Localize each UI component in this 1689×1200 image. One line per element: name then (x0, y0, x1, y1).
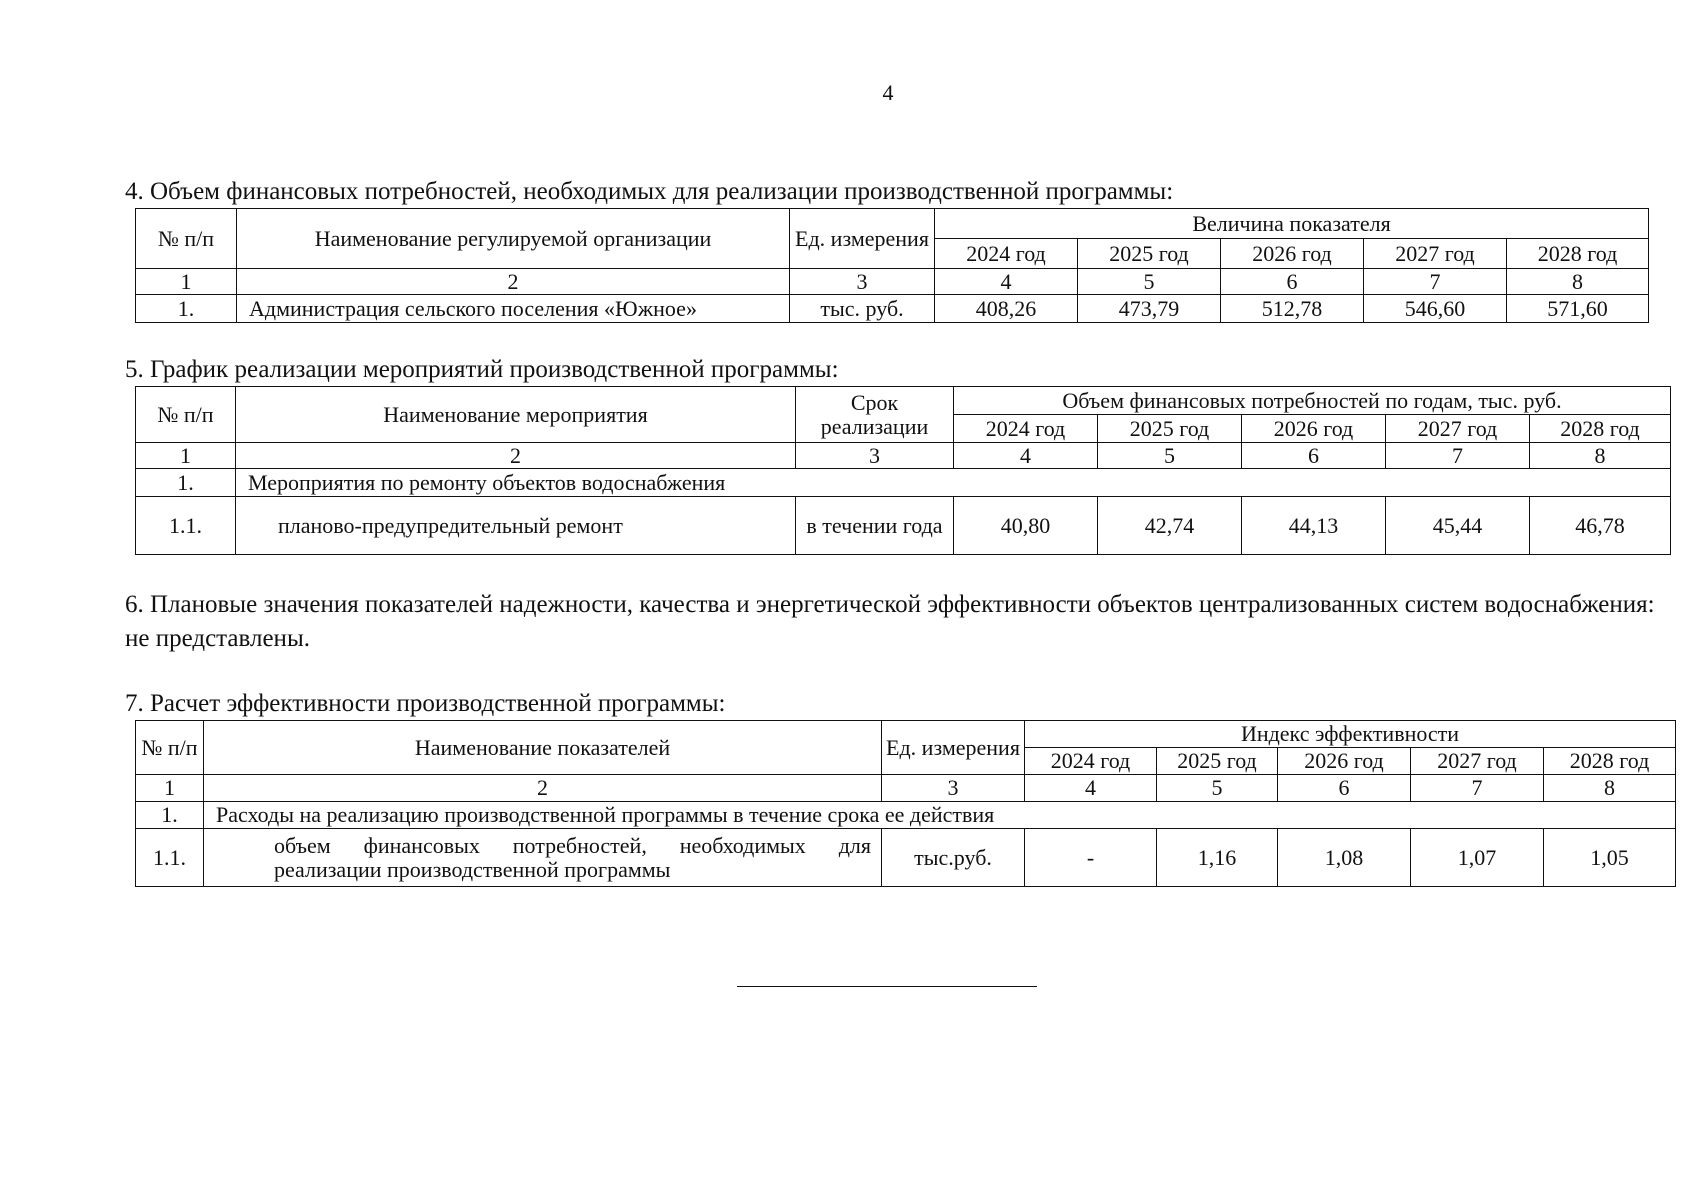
header-group: Индекс эффективности (1025, 721, 1676, 748)
header-term: Срок реализации (796, 387, 954, 443)
row-value: 46,78 (1530, 497, 1671, 555)
row-unit: тыс.руб. (882, 829, 1025, 887)
header-year: 2024 год (935, 239, 1078, 269)
row-name: планово-предупредительный ремонт (236, 497, 796, 555)
row-value: 40,80 (954, 497, 1098, 555)
row-value: - (1025, 829, 1157, 887)
header-name: Наименование мероприятия (236, 387, 796, 443)
index-cell: 6 (1278, 775, 1411, 802)
header-unit: Ед. измерения (790, 209, 935, 269)
group-row-name: Мероприятия по ремонту объектов водоснабжения (236, 469, 1671, 497)
section-4-table (135, 208, 1649, 323)
index-cell: 8 (1544, 775, 1676, 802)
row-num: 1.1. (136, 497, 236, 555)
header-year: 2028 год (1507, 239, 1649, 269)
header-year: 2027 год (1364, 239, 1507, 269)
row-value: 473,79 (1078, 295, 1221, 323)
page-number: 4 (882, 80, 894, 105)
row-value: 45,44 (1386, 497, 1530, 555)
end-separator-line (737, 986, 1037, 987)
header-year: 2026 год (1221, 239, 1364, 269)
header-year: 2028 год (1530, 415, 1671, 443)
header-group: Объем финансовых потребностей по годам, тыс. руб. (954, 387, 1671, 415)
group-row-num: 1. (136, 802, 204, 829)
index-cell: 2 (204, 775, 882, 802)
index-cell: 3 (882, 775, 1025, 802)
row-value: 44,13 (1242, 497, 1386, 555)
header-year: 2026 год (1242, 415, 1386, 443)
row-unit: тыс. руб. (790, 295, 935, 323)
index-cell: 7 (1364, 269, 1507, 295)
index-cell: 1 (136, 443, 236, 469)
row-value: 1,07 (1411, 829, 1544, 887)
section-5-title: 5. График реализации мероприятий производственной программы: (125, 356, 839, 383)
row-value: 1,16 (1157, 829, 1278, 887)
index-cell: 2 (236, 443, 796, 469)
row-value: 408,26 (935, 295, 1078, 323)
group-row-name: Расходы на реализацию производственной программы в течение срока ее действия (204, 802, 1676, 829)
section-6-text: 6. Плановые значения показателей надежности, качества и энергетической эффективности объектов централизованных систем водоснабжения: не представлены. (125, 591, 1655, 652)
header-num: № п/п (136, 721, 204, 775)
row-num: 1.1. (136, 829, 204, 887)
index-cell: 4 (935, 269, 1078, 295)
index-cell: 6 (1221, 269, 1364, 295)
header-year: 2027 год (1411, 748, 1544, 775)
header-year: 2024 год (954, 415, 1098, 443)
row-term: в течении года (796, 497, 954, 555)
section-5-table (135, 386, 1671, 555)
index-cell: 5 (1098, 443, 1242, 469)
index-cell: 1 (136, 269, 237, 295)
row-value: 571,60 (1507, 295, 1649, 323)
header-year: 2026 год (1278, 748, 1411, 775)
row-value: 1,08 (1278, 829, 1411, 887)
index-cell: 7 (1411, 775, 1544, 802)
section-7-table (135, 720, 1676, 887)
section-4-title: 4. Объем финансовых потребностей, необходимых для реализации производственной программы: (125, 178, 1174, 205)
index-cell: 4 (1025, 775, 1157, 802)
index-cell: 5 (1157, 775, 1278, 802)
header-num: № п/п (136, 209, 237, 269)
section-7-title: 7. Расчет эффективности производственной программы: (125, 690, 726, 717)
index-cell: 2 (237, 269, 790, 295)
row-name: объем финансовых потребностей, необходимых для реализации производственной программы (204, 829, 882, 887)
header-num: № п/п (136, 387, 236, 443)
index-cell: 5 (1078, 269, 1221, 295)
header-unit: Ед. измерения (882, 721, 1025, 775)
header-year: 2025 год (1078, 239, 1221, 269)
header-year: 2028 год (1544, 748, 1676, 775)
index-cell: 4 (954, 443, 1098, 469)
index-cell: 8 (1507, 269, 1649, 295)
header-name: Наименование регулируемой организации (237, 209, 790, 269)
index-cell: 7 (1386, 443, 1530, 469)
group-row-num: 1. (136, 469, 236, 497)
header-year: 2024 год (1025, 748, 1157, 775)
header-group: Величина показателя (935, 209, 1649, 239)
index-cell: 1 (136, 775, 204, 802)
header-year: 2025 год (1157, 748, 1278, 775)
index-cell: 3 (796, 443, 954, 469)
row-num: 1. (136, 295, 237, 323)
index-cell: 6 (1242, 443, 1386, 469)
row-value: 512,78 (1221, 295, 1364, 323)
header-year: 2027 год (1386, 415, 1530, 443)
row-value: 42,74 (1098, 497, 1242, 555)
index-cell: 8 (1530, 443, 1671, 469)
row-value: 1,05 (1544, 829, 1676, 887)
index-cell: 3 (790, 269, 935, 295)
row-value: 546,60 (1364, 295, 1507, 323)
header-year: 2025 год (1098, 415, 1242, 443)
row-name: Администрация сельского поселения «Южное» (237, 295, 790, 323)
header-name: Наименование показателей (204, 721, 882, 775)
